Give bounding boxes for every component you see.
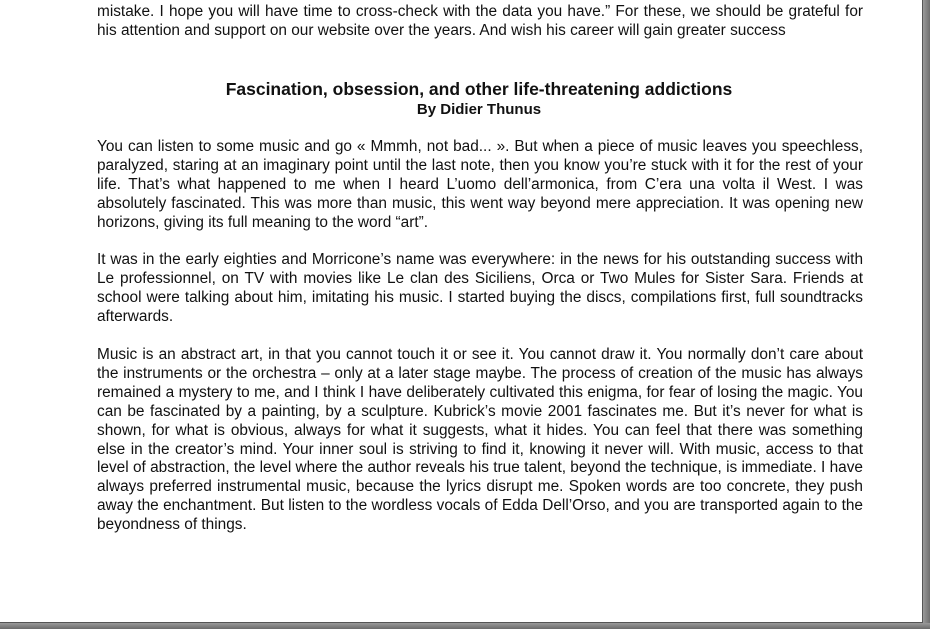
page-shadow-bottom bbox=[0, 623, 930, 629]
article-paragraph-3: Music is an abstract art, in that you cannot touch it or see it. You cannot draw it. You normally don’t care about the instruments or the orchestra – only at a later stage maybe. The process of creation of the music has always remained a mystery to me, and I think I have deliberately cultivated this enigma, for fear of losing the magic. You can be fascinated by a painting, by a sculpture. Kubrick’s movie 2001 fascinates me. But it’s never for what is shown, for what is obvious, always for what it suggests, what it hides. You can feel that there was something else in the creator’s mind. Your inner soul is striving to find it, knowing it never will. With music, access to that level of abstraction, the level where the author reveals his true talent, beyond the technique, is immediate. I have always preferred instrumental music, because the lyrics disrupt me. Spoken words are too concrete, they push away the enchantment. But listen to the wordless vocals of Edda Dell’Orso, and you are transported again to the beyondness of things. bbox=[97, 346, 863, 534]
intro-paragraph-tail: mistake. I hope you will have time to cross-check with the data you have.” For these, we should be grateful for his attention and support on our website over the years. And wish his career will gain greater success bbox=[97, 3, 863, 39]
article-paragraph-2: It was in the early eighties and Morricone’s name was everywhere: in the news for his outstanding success with Le professionnel, on TV with movies like Le clan des Siciliens, Orca or Two Mules for Sister Sara. Friends at school were talking about him, imitating his music. I started buying the discs, compilations first, full soundtracks afterwards. bbox=[97, 251, 863, 325]
page-shadow-right bbox=[923, 0, 930, 629]
article-byline: By Didier Thunus bbox=[416, 101, 542, 118]
article-paragraph-1: You can listen to some music and go « Mmmh, not bad... ». But when a piece of music leaves you speechless, paralyzed, staring at an imaginary point until the last note, then you know you’re stuck with it for the rest of your life. That’s what happened to me when I heard L’uomo dell’armonica, from C’era una volta il West. I was absolutely fascinated. This was more than music, this went way beyond mere appreciation. It was opening new horizons, giving its full meaning to the word “art”. bbox=[97, 138, 863, 231]
article-title: Fascination, obsession, and other life-threatening addictions bbox=[225, 79, 733, 99]
